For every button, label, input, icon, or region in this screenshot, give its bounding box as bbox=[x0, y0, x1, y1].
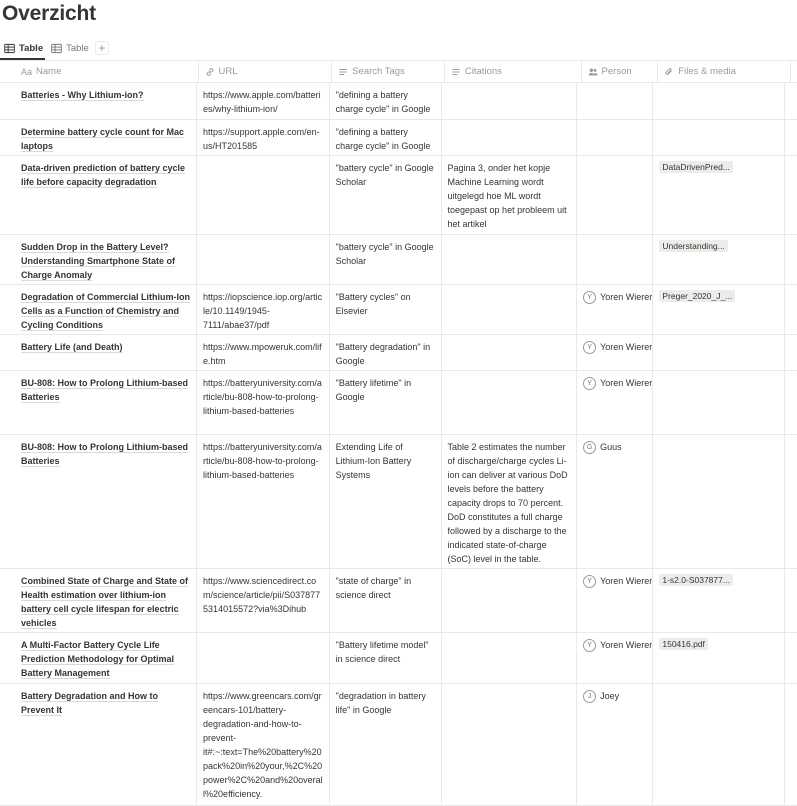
citations-cell[interactable] bbox=[442, 633, 578, 683]
table-row[interactable] bbox=[0, 633, 797, 684]
url-cell[interactable] bbox=[197, 235, 330, 284]
search-tags-cell[interactable]: "battery cycle" in Google Scholar bbox=[330, 156, 442, 234]
files-cell[interactable] bbox=[653, 285, 785, 334]
person-cell[interactable] bbox=[577, 335, 653, 370]
tab-table-2[interactable] bbox=[47, 38, 93, 58]
table-row[interactable] bbox=[0, 156, 797, 235]
page-link[interactable]: Battery Life (and Death) bbox=[21, 342, 123, 352]
column-header-spacer bbox=[791, 61, 797, 82]
row-spacer bbox=[785, 569, 797, 632]
person-cell[interactable] bbox=[577, 569, 653, 632]
page-link[interactable]: Combined State of Charge and State of Health estimation over lithium-ion battery cell cycle lifespan for electric vehicles bbox=[21, 576, 189, 628]
files-cell[interactable] bbox=[653, 569, 785, 632]
search-tags-cell[interactable]: "Battery lifetime model" in science direct bbox=[330, 633, 442, 683]
person-cell[interactable] bbox=[577, 684, 653, 805]
database-table bbox=[0, 61, 797, 806]
files-cell[interactable] bbox=[653, 633, 785, 683]
name-cell[interactable] bbox=[0, 285, 197, 334]
url-cell[interactable]: https://support.apple.com/en-us/HT201585 bbox=[197, 120, 330, 155]
files-cell[interactable] bbox=[653, 83, 785, 119]
page-link[interactable]: A Multi-Factor Battery Cycle Life Prediction Methodology for Optimal Battery Management bbox=[21, 640, 174, 678]
people-icon bbox=[588, 67, 598, 77]
column-header-name[interactable] bbox=[0, 61, 199, 82]
page-link[interactable]: BU-808: How to Prolong Lithium-based Batteries bbox=[21, 442, 189, 466]
column-label: Files & media bbox=[678, 66, 736, 77]
table-row[interactable] bbox=[0, 435, 797, 569]
person-cell[interactable] bbox=[577, 235, 653, 284]
citations-cell[interactable] bbox=[442, 83, 578, 119]
citations-cell[interactable] bbox=[442, 335, 578, 370]
search-tags-cell[interactable]: "Battery degradation" in Google bbox=[330, 335, 442, 370]
files-cell[interactable] bbox=[653, 435, 785, 568]
column-header-citations[interactable] bbox=[445, 61, 582, 82]
file-attachment[interactable]: Preger_2020_J_... bbox=[659, 290, 735, 302]
table-row[interactable] bbox=[0, 569, 797, 633]
page-title: Overzicht bbox=[2, 2, 96, 25]
files-cell[interactable] bbox=[653, 120, 785, 155]
citations-cell[interactable] bbox=[442, 684, 578, 805]
table-row[interactable] bbox=[0, 83, 797, 120]
table-icon bbox=[4, 43, 15, 54]
column-label: Search Tags bbox=[352, 66, 405, 77]
table-row[interactable] bbox=[0, 684, 797, 806]
row-spacer bbox=[785, 371, 797, 434]
name-cell[interactable] bbox=[0, 569, 197, 632]
avatar: Y bbox=[583, 377, 596, 390]
search-tags-cell[interactable]: "battery cycle" in Google Scholar bbox=[330, 235, 442, 284]
files-cell[interactable] bbox=[653, 235, 785, 284]
files-cell[interactable] bbox=[653, 371, 785, 434]
avatar: G bbox=[583, 441, 596, 454]
tab-label: Table bbox=[19, 42, 44, 54]
search-tags-cell[interactable]: "defining a battery charge cycle" in Google bbox=[330, 83, 442, 119]
link-icon bbox=[205, 67, 215, 77]
search-tags-cell[interactable]: "Battery lifetime" in Google bbox=[330, 371, 442, 434]
column-header-files[interactable] bbox=[658, 61, 791, 82]
person-cell[interactable] bbox=[577, 83, 653, 119]
column-header-search-tags[interactable] bbox=[332, 61, 445, 82]
row-spacer bbox=[785, 633, 797, 683]
row-spacer bbox=[785, 285, 797, 334]
file-attachment[interactable]: 1-s2.0-S037877... bbox=[659, 574, 733, 586]
search-tags-cell[interactable]: "state of charge" in science direct bbox=[330, 569, 442, 632]
table-row[interactable] bbox=[0, 285, 797, 335]
person-cell[interactable] bbox=[577, 120, 653, 155]
citations-cell[interactable] bbox=[442, 371, 578, 434]
avatar: J bbox=[583, 690, 596, 703]
person-name: Yoren Wierer bbox=[600, 640, 653, 650]
text-lines-icon bbox=[338, 67, 348, 77]
avatar: Y bbox=[583, 639, 596, 652]
search-tags-cell[interactable]: "defining a battery charge cycle" in Google bbox=[330, 120, 442, 155]
citations-cell[interactable] bbox=[442, 120, 578, 155]
person-name: Yoren Wierer bbox=[600, 576, 653, 586]
table-row[interactable] bbox=[0, 371, 797, 435]
person-name: Yoren Wierer bbox=[600, 292, 653, 302]
person-cell[interactable] bbox=[577, 371, 653, 434]
text-lines-icon bbox=[451, 67, 461, 77]
search-tags-cell[interactable]: "Battery cycles" on Elsevier bbox=[330, 285, 442, 334]
page-link[interactable]: BU-808: How to Prolong Lithium-based Batteries bbox=[21, 378, 189, 402]
name-cell[interactable] bbox=[0, 83, 197, 119]
citations-cell[interactable] bbox=[442, 569, 578, 632]
person-name: Yoren Wierer bbox=[600, 342, 653, 352]
url-cell[interactable]: https://iopscience.iop.org/article/10.1149/1945-7111/abae37/pdf bbox=[197, 285, 330, 334]
url-cell[interactable]: https://www.mpoweruk.com/life.htm bbox=[197, 335, 330, 370]
page-link[interactable]: Battery Degradation and How to Prevent It bbox=[21, 691, 159, 715]
person-name: Yoren Wierer bbox=[600, 378, 653, 388]
page-link[interactable]: Degradation of Commercial Lithium-Ion Cells as a Function of Chemistry and Cycling Conditions bbox=[21, 292, 191, 330]
name-cell[interactable] bbox=[0, 156, 197, 234]
url-cell[interactable]: https://www.apple.com/batteries/why-lithium-ion/ bbox=[197, 83, 330, 119]
name-cell[interactable] bbox=[0, 371, 197, 434]
url-cell[interactable]: https://batteryuniversity.com/article/bu-808-how-to-prolong-lithium-based-batteries bbox=[197, 371, 330, 434]
row-spacer bbox=[785, 684, 797, 805]
url-cell[interactable]: https://batteryuniversity.com/article/bu-808-how-to-prolong-lithium-based-batteries bbox=[197, 435, 330, 568]
avatar: Y bbox=[583, 575, 596, 588]
column-label: Citations bbox=[464, 66, 502, 77]
page-link[interactable]: Batteries - Why Lithium-ion? bbox=[21, 90, 144, 100]
files-cell[interactable] bbox=[653, 156, 785, 234]
row-spacer bbox=[785, 435, 797, 568]
name-cell[interactable] bbox=[0, 435, 197, 568]
text-property-icon: Aa bbox=[21, 66, 33, 77]
avatar: Y bbox=[583, 291, 596, 304]
name-cell[interactable] bbox=[0, 633, 197, 683]
table-header bbox=[0, 61, 797, 83]
tab-label: Table bbox=[66, 42, 89, 54]
row-spacer bbox=[785, 335, 797, 370]
person-cell[interactable] bbox=[577, 156, 653, 234]
name-cell[interactable] bbox=[0, 335, 197, 370]
row-spacer bbox=[785, 235, 797, 284]
view-tabs bbox=[0, 38, 109, 58]
tab-table-1[interactable] bbox=[0, 38, 47, 58]
column-label: Person bbox=[601, 66, 632, 77]
name-cell[interactable] bbox=[0, 235, 197, 284]
person-cell[interactable] bbox=[577, 633, 653, 683]
table-row[interactable] bbox=[0, 235, 797, 285]
paperclip-icon bbox=[664, 67, 674, 77]
name-cell[interactable] bbox=[0, 684, 197, 805]
add-view-button[interactable]: + bbox=[95, 41, 109, 55]
file-attachment[interactable]: 150416.pdf bbox=[659, 638, 708, 650]
column-header-url[interactable] bbox=[199, 61, 333, 82]
table-row[interactable] bbox=[0, 120, 797, 156]
person-cell[interactable] bbox=[577, 285, 653, 334]
citations-cell[interactable] bbox=[442, 235, 578, 284]
person-name: Joey bbox=[600, 691, 620, 701]
url-cell[interactable] bbox=[197, 633, 330, 683]
name-cell[interactable] bbox=[0, 120, 197, 155]
row-spacer bbox=[785, 83, 797, 119]
row-spacer bbox=[785, 156, 797, 234]
page-link[interactable]: Data-driven prediction of battery cycle life before capacity degradation bbox=[21, 163, 186, 187]
file-attachment[interactable]: Understanding... bbox=[659, 240, 727, 252]
files-cell[interactable] bbox=[653, 335, 785, 370]
url-cell[interactable] bbox=[197, 156, 330, 234]
files-cell[interactable] bbox=[653, 684, 785, 805]
row-spacer bbox=[785, 120, 797, 155]
search-tags-cell[interactable]: "degradation in battery life" in Google bbox=[330, 684, 442, 805]
search-tags-cell[interactable]: Extending Life of Lithium-Ion Battery Systems bbox=[330, 435, 442, 568]
avatar: Y bbox=[583, 341, 596, 354]
column-label: Name bbox=[36, 66, 62, 77]
citations-cell[interactable] bbox=[442, 285, 578, 334]
column-label: URL bbox=[218, 66, 238, 77]
citations-cell[interactable]: Pagina 3, onder het kopje Machine Learning wordt uitgelegd hoe ML wordt toegepast op het probleem uit het artikel bbox=[442, 156, 578, 234]
page-link[interactable]: Determine battery cycle count for Mac laptops bbox=[21, 127, 185, 151]
url-cell[interactable]: https://www.greencars.com/greencars-101/battery-degradation-and-how-to-prevent-it#:~:text=The%20battery%20pack%20in%20your,%2C%20power%2C%20and%20overall%20efficiency. bbox=[197, 684, 330, 805]
page-link[interactable]: Sudden Drop in the Battery Level? Understanding Smartphone State of Charge Anomaly bbox=[21, 242, 176, 280]
person-cell[interactable] bbox=[577, 435, 653, 568]
person-name: Guus bbox=[600, 442, 622, 452]
column-header-person[interactable] bbox=[582, 61, 659, 82]
table-row[interactable] bbox=[0, 335, 797, 371]
citations-cell[interactable]: Table 2 estimates the number of discharge/charge cycles Li-ion can deliver at various DoD levels before the battery capacity drops to 70 percent. DoD constitutes a full charge followed by a discharge to the indicated state-of-charge (SoC) level in the table. bbox=[442, 435, 578, 568]
file-attachment[interactable]: DataDrivenPred... bbox=[659, 161, 733, 173]
table-icon bbox=[51, 43, 62, 54]
url-cell[interactable]: https://www.sciencedirect.com/science/article/pii/S0378775314015572?via%3Dihub bbox=[197, 569, 330, 632]
